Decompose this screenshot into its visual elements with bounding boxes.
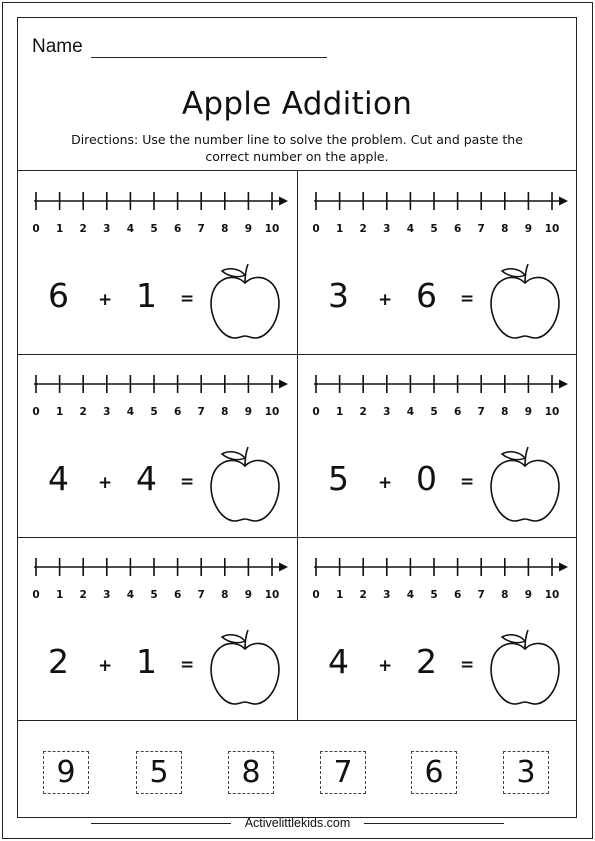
- worksheet-title: Apple Addition: [181, 86, 413, 122]
- equals-sign: =: [180, 289, 195, 309]
- number-line-label: 10: [264, 589, 280, 601]
- footer-rule-left: [91, 823, 231, 824]
- answer-card[interactable]: 7: [320, 751, 366, 794]
- number-line-label: 4: [406, 223, 415, 235]
- number-line-label: 10: [264, 406, 280, 418]
- addend-1: 5: [328, 459, 349, 498]
- number-line-label: 8: [501, 589, 509, 601]
- number-line-label: 1: [335, 406, 344, 418]
- apple-body: [211, 460, 279, 521]
- number-line-label: 5: [430, 223, 438, 235]
- addend-2: 2: [416, 642, 437, 681]
- apple-leaf: [502, 635, 525, 643]
- number-line-label: 7: [197, 223, 205, 235]
- number-line-label: 2: [79, 589, 87, 601]
- addend-1: 4: [328, 642, 349, 681]
- arrow-right-icon: [279, 563, 288, 572]
- answer-card[interactable]: 9: [43, 751, 89, 794]
- apple-icon[interactable]: [488, 627, 562, 707]
- number-line-label: 5: [150, 406, 158, 418]
- problem-cell: [18, 537, 297, 720]
- number-line-label: 3: [103, 223, 111, 235]
- number-line-label: 10: [264, 223, 280, 235]
- addend-2: 1: [136, 276, 157, 315]
- number-line-label: 10: [544, 223, 560, 235]
- number-line-label: 7: [197, 406, 205, 418]
- number-line-label: 8: [221, 223, 229, 235]
- answer-strip: [17, 721, 577, 818]
- number-line-label: 4: [126, 406, 135, 418]
- number-line-label: 2: [359, 223, 367, 235]
- plus-sign: +: [98, 290, 113, 310]
- number-line-label: 2: [359, 589, 367, 601]
- number-line-label: 1: [55, 406, 64, 418]
- number-line-label: 10: [544, 406, 560, 418]
- number-line-label: 0: [312, 223, 320, 235]
- arrow-right-icon: [279, 197, 288, 206]
- number-line-label: 1: [335, 589, 344, 601]
- arrow-right-icon: [559, 197, 568, 206]
- equation: [18, 261, 297, 341]
- number-line-label: 6: [453, 406, 462, 418]
- number-line-label: 4: [126, 589, 135, 601]
- number-line-label: 4: [406, 589, 415, 601]
- addend-1: 6: [48, 276, 69, 315]
- answer-card[interactable]: 5: [136, 751, 182, 794]
- plus-sign: +: [98, 656, 113, 676]
- problem-cell: [298, 354, 577, 537]
- apple-leaf: [222, 269, 245, 277]
- apple-body: [491, 277, 559, 338]
- worksheet-header: [17, 17, 577, 170]
- plus-sign: +: [378, 473, 393, 493]
- number-line-label: 5: [430, 589, 438, 601]
- number-line-label: 5: [150, 589, 158, 601]
- apple-icon[interactable]: [488, 444, 562, 524]
- equation: [298, 261, 577, 341]
- addend-2: 1: [136, 642, 157, 681]
- plus-sign: +: [98, 473, 113, 493]
- apple-leaf: [222, 635, 245, 643]
- footer: [0, 816, 595, 830]
- apple-leaf: [222, 452, 245, 460]
- number-line-label: 0: [312, 406, 320, 418]
- number-line-label: 5: [430, 406, 438, 418]
- arrow-right-icon: [279, 380, 288, 389]
- answer-card[interactable]: 8: [228, 751, 274, 794]
- apple-leaf: [502, 269, 525, 277]
- number-line: [312, 191, 570, 237]
- footer-site: Activelittlekids.com: [244, 816, 351, 830]
- arrow-right-icon: [559, 380, 568, 389]
- equation: [298, 627, 577, 707]
- number-line-label: 10: [544, 589, 560, 601]
- answer-card[interactable]: 6: [411, 751, 457, 794]
- answer-card[interactable]: 3: [503, 751, 549, 794]
- addend-1: 3: [328, 276, 349, 315]
- apple-icon[interactable]: [208, 261, 282, 341]
- number-line-label: 6: [453, 589, 462, 601]
- equals-sign: =: [460, 655, 475, 675]
- number-line-label: 8: [221, 406, 229, 418]
- number-line-label: 1: [55, 223, 64, 235]
- addend-2: 0: [416, 459, 437, 498]
- number-line-label: 6: [173, 589, 182, 601]
- number-line-label: 8: [221, 589, 229, 601]
- equation: [18, 444, 297, 524]
- number-line-label: 0: [32, 406, 40, 418]
- directions: [18, 131, 576, 165]
- number-line: [312, 374, 570, 420]
- number-line-label: 7: [477, 223, 485, 235]
- apple-body: [491, 460, 559, 521]
- number-line-label: 6: [173, 406, 182, 418]
- number-line: [32, 557, 290, 603]
- problem-grid: [17, 170, 577, 721]
- number-line-label: 9: [244, 589, 253, 601]
- number-line-label: 5: [150, 223, 158, 235]
- number-line-label: 9: [524, 223, 533, 235]
- addend-2: 4: [136, 459, 157, 498]
- equals-sign: =: [180, 655, 195, 675]
- apple-icon[interactable]: [488, 261, 562, 341]
- addend-2: 6: [416, 276, 437, 315]
- name-row: [32, 36, 327, 58]
- number-line-label: 1: [335, 223, 344, 235]
- number-line-label: 6: [173, 223, 182, 235]
- number-line: [32, 374, 290, 420]
- addend-1: 2: [48, 642, 69, 681]
- number-line: [312, 557, 570, 603]
- number-line-label: 2: [79, 223, 87, 235]
- number-line-label: 3: [103, 406, 111, 418]
- equation: [18, 627, 297, 707]
- directions-line-1: Directions: Use the number line to solve the problem. Cut and paste the: [71, 132, 523, 147]
- apple-icon[interactable]: [208, 627, 282, 707]
- number-line-label: 0: [312, 589, 320, 601]
- number-line-label: 2: [359, 406, 367, 418]
- number-line-label: 7: [477, 406, 485, 418]
- number-line: [32, 191, 290, 237]
- number-line-label: 8: [501, 406, 509, 418]
- plus-sign: +: [378, 290, 393, 310]
- apple-body: [211, 643, 279, 704]
- problem-cell: [298, 537, 577, 720]
- number-line-label: 8: [501, 223, 509, 235]
- problem-cell: [18, 354, 297, 537]
- arrow-right-icon: [559, 563, 568, 572]
- number-line-label: 7: [197, 589, 205, 601]
- equals-sign: =: [180, 472, 195, 492]
- addend-1: 4: [48, 459, 69, 498]
- number-line-label: 3: [383, 406, 391, 418]
- name-label: Name: [32, 36, 83, 57]
- number-line-label: 3: [383, 223, 391, 235]
- number-line-label: 3: [103, 589, 111, 601]
- problem-cell: [18, 171, 297, 354]
- number-line-label: 9: [244, 406, 253, 418]
- number-line-label: 9: [524, 406, 533, 418]
- equals-sign: =: [460, 472, 475, 492]
- number-line-label: 7: [477, 589, 485, 601]
- number-line-label: 2: [79, 406, 87, 418]
- number-line-label: 4: [126, 223, 135, 235]
- number-line-label: 1: [55, 589, 64, 601]
- problem-cell: [298, 171, 577, 354]
- plus-sign: +: [378, 656, 393, 676]
- number-line-label: 4: [406, 406, 415, 418]
- number-line-label: 3: [383, 589, 391, 601]
- number-line-label: 9: [244, 223, 253, 235]
- apple-leaf: [502, 452, 525, 460]
- number-line-label: 6: [453, 223, 462, 235]
- apple-body: [211, 277, 279, 338]
- number-line-label: 0: [32, 223, 40, 235]
- directions-line-2: correct number on the apple.: [205, 149, 389, 164]
- apple-icon[interactable]: [208, 444, 282, 524]
- number-line-label: 0: [32, 589, 40, 601]
- footer-rule-right: [364, 823, 504, 824]
- equals-sign: =: [460, 289, 475, 309]
- number-line-label: 9: [524, 589, 533, 601]
- apple-body: [491, 643, 559, 704]
- equation: [298, 444, 577, 524]
- name-write-line[interactable]: [91, 40, 327, 58]
